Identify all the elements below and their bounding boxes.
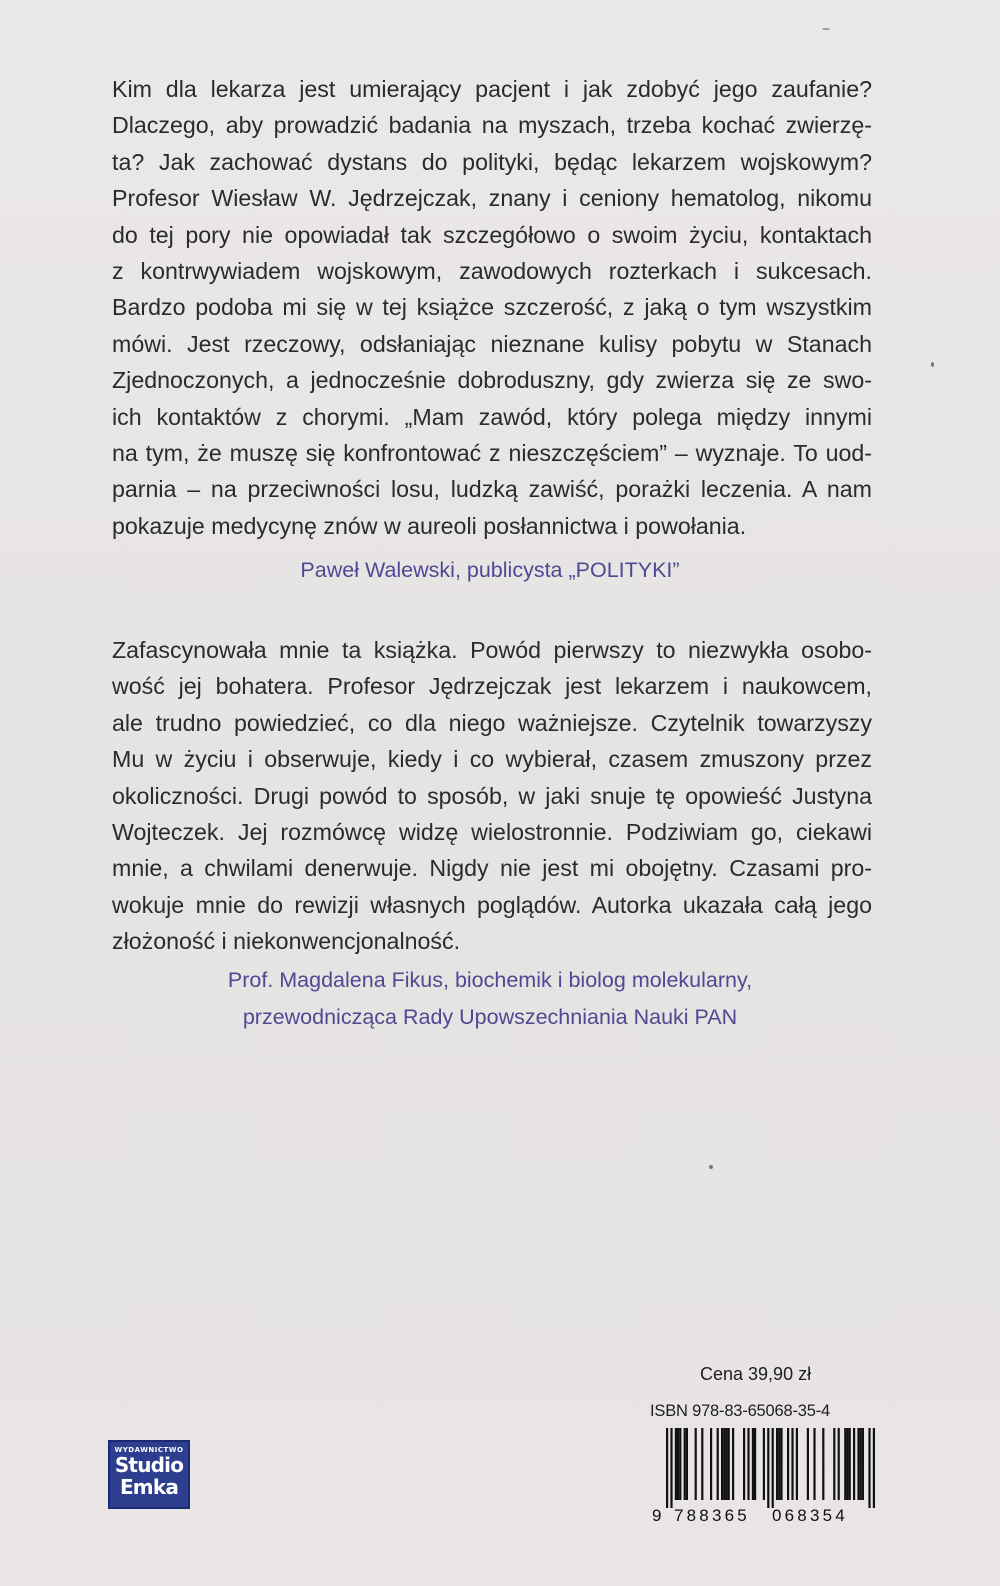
publisher-name-line-1: Studio bbox=[114, 1453, 184, 1477]
barcode-bar bbox=[754, 1428, 756, 1500]
text-line: Kim dla lekarza jest umierający pacjent i jak zdobyć jego zaufanie? bbox=[112, 76, 872, 102]
barcode-bar bbox=[807, 1428, 809, 1500]
text-line: Wojteczek. Jej rozmówcę widzę wielostronnie. Podziwiam go, ciekawi bbox=[112, 818, 872, 845]
barcode-bars bbox=[650, 1428, 880, 1508]
barcode-bar bbox=[686, 1428, 688, 1500]
print-speck bbox=[931, 362, 934, 367]
barcode-bar bbox=[725, 1428, 727, 1500]
text-line: na tym, że muszę się konfrontować z nieszczęściem” – wyznaje. To uod- bbox=[112, 439, 872, 466]
text-line: ich kontaktów z chorymi. „Mam zawód, który polega między innymi bbox=[112, 403, 872, 430]
barcode-bar bbox=[873, 1428, 875, 1508]
barcode-bar bbox=[747, 1428, 749, 1500]
print-speck bbox=[822, 28, 830, 30]
barcode-bar bbox=[695, 1428, 697, 1500]
barcode-bar bbox=[844, 1428, 846, 1500]
barcode-left-group: 788365 bbox=[674, 1506, 750, 1525]
barcode-bar bbox=[679, 1428, 681, 1500]
publisher-label-small: WYDAWNICTWO bbox=[114, 1446, 184, 1454]
barcode-bar bbox=[752, 1428, 754, 1500]
barcode-bar bbox=[677, 1428, 679, 1500]
text-line: Bardzo podoba mi się w tej książce szczerość, z jaką o tym wszystkim bbox=[112, 294, 872, 321]
barcode-bar bbox=[701, 1428, 703, 1500]
barcode-bar bbox=[728, 1428, 730, 1500]
barcode-bar bbox=[813, 1428, 815, 1500]
price-label: Cena 39,90 zł bbox=[700, 1364, 812, 1384]
text-line: wość jej bohatera. Profesor Jędrzejczak jest lekarzem i naukowcem, bbox=[112, 673, 872, 700]
barcode-bar bbox=[776, 1428, 778, 1500]
barcode-bar bbox=[833, 1428, 835, 1500]
text-line: mnie, a chwilami denerwuje. Nigdy nie jest mi obojętny. Czasami pro- bbox=[112, 855, 872, 882]
publisher-name-line-2: Emka bbox=[119, 1475, 179, 1499]
print-speck bbox=[709, 1165, 713, 1169]
text-line: wokuje mnie do rewizji własnych poglądów. Autorka ukazała całą jego bbox=[112, 891, 872, 918]
barcode-bar bbox=[723, 1428, 725, 1500]
barcode-bar bbox=[796, 1428, 798, 1500]
text-line: parnia – na przeciwności losu, ludzką zawiść, porażki leczenia. A nam bbox=[112, 476, 872, 503]
barcode-bar bbox=[778, 1428, 780, 1500]
barcode-bar bbox=[721, 1428, 723, 1500]
barcode-bar bbox=[787, 1428, 789, 1500]
barcode-bar bbox=[857, 1428, 859, 1500]
barcode-bar bbox=[838, 1428, 840, 1500]
barcode-bar bbox=[710, 1428, 712, 1500]
barcode-right-group: 068354 bbox=[772, 1506, 848, 1525]
barcode-bar bbox=[684, 1428, 686, 1500]
barcode-bar bbox=[846, 1428, 848, 1500]
barcode bbox=[650, 1428, 880, 1525]
text-line: z kontrwywiadem wojskowym, zawodowych rozterkach i sukcesach. bbox=[112, 257, 872, 284]
barcode-bar bbox=[780, 1428, 782, 1500]
barcode-bar bbox=[666, 1428, 668, 1508]
barcode-lead-digit: 9 bbox=[652, 1506, 662, 1525]
attribution-line: Paweł Walewski, publicysta „POLITYKI” bbox=[300, 558, 680, 582]
barcode-bar bbox=[670, 1428, 672, 1508]
barcode-bar bbox=[791, 1428, 793, 1500]
barcode-bar bbox=[868, 1428, 870, 1508]
barcode-bar bbox=[763, 1428, 765, 1500]
text-line: Zafascynowała mnie ta książka. Powód pierwszy to niezwykła osobo- bbox=[112, 637, 872, 663]
text-line: do tej pory nie opowiadał tak szczegółowo o swoim życiu, kontaktach bbox=[112, 221, 872, 248]
text-line: mówi. Jest rzeczowy, odsłaniając nieznane kulisy pobytu w Stanach bbox=[112, 330, 872, 357]
text-line: złożoność i niekonwencjonalność. bbox=[112, 928, 461, 955]
blurb-paragraph-2 bbox=[112, 632, 872, 960]
barcode-bar bbox=[767, 1428, 769, 1508]
text-line: okoliczności. Drugi powód to sposób, w jaki snuje tę opowieść Justyna bbox=[112, 782, 872, 809]
barcode-bar bbox=[860, 1428, 862, 1500]
barcode-bar bbox=[732, 1428, 734, 1500]
isbn-label: ISBN 978-83-65068-35-4 bbox=[650, 1402, 830, 1420]
barcode-bar bbox=[743, 1428, 745, 1500]
text-line: Profesor Wiesław W. Jędrzejczak, znany i ceniony hematolog, nikomu bbox=[112, 185, 872, 212]
text-line: ta? Jak zachować dystans do polityki, będąc lekarzem wojskowym? bbox=[112, 148, 872, 175]
barcode-bar bbox=[717, 1428, 719, 1500]
blurb-paragraph-1 bbox=[112, 71, 872, 544]
publisher-logo bbox=[108, 1440, 190, 1509]
barcode-bar bbox=[675, 1428, 677, 1500]
barcode-bar bbox=[822, 1428, 824, 1500]
text-line: Mu w życiu i obserwuje, kiedy i co wybierał, czasem zmuszony przez bbox=[112, 746, 872, 773]
blurb-1-attribution bbox=[0, 552, 980, 589]
barcode-bar bbox=[849, 1428, 851, 1500]
text-line: Dlaczego, aby prowadzić badania na myszach, trzeba kochać zwierzę- bbox=[112, 112, 872, 139]
text-line: ale trudno powiedzieć, co dla niego ważniejsze. Czytelnik towarzyszy bbox=[112, 709, 872, 736]
barcode-bar bbox=[772, 1428, 774, 1508]
barcode-bar bbox=[862, 1428, 864, 1500]
text-line: Zjednoczonych, a jednocześnie dobroduszny, gdy zwierza się ze swo- bbox=[112, 367, 872, 394]
attribution-line: przewodnicząca Rady Upowszechniania Nauki PAN bbox=[242, 1005, 738, 1029]
attribution-line: Prof. Magdalena Fikus, biochemik i biolog molekularny, bbox=[227, 968, 753, 992]
blurb-2-attribution bbox=[0, 962, 980, 1036]
text-line: pokazuje medycynę znów w aureoli posłannictwa i powołania. bbox=[112, 512, 747, 539]
barcode-bar bbox=[853, 1428, 855, 1500]
